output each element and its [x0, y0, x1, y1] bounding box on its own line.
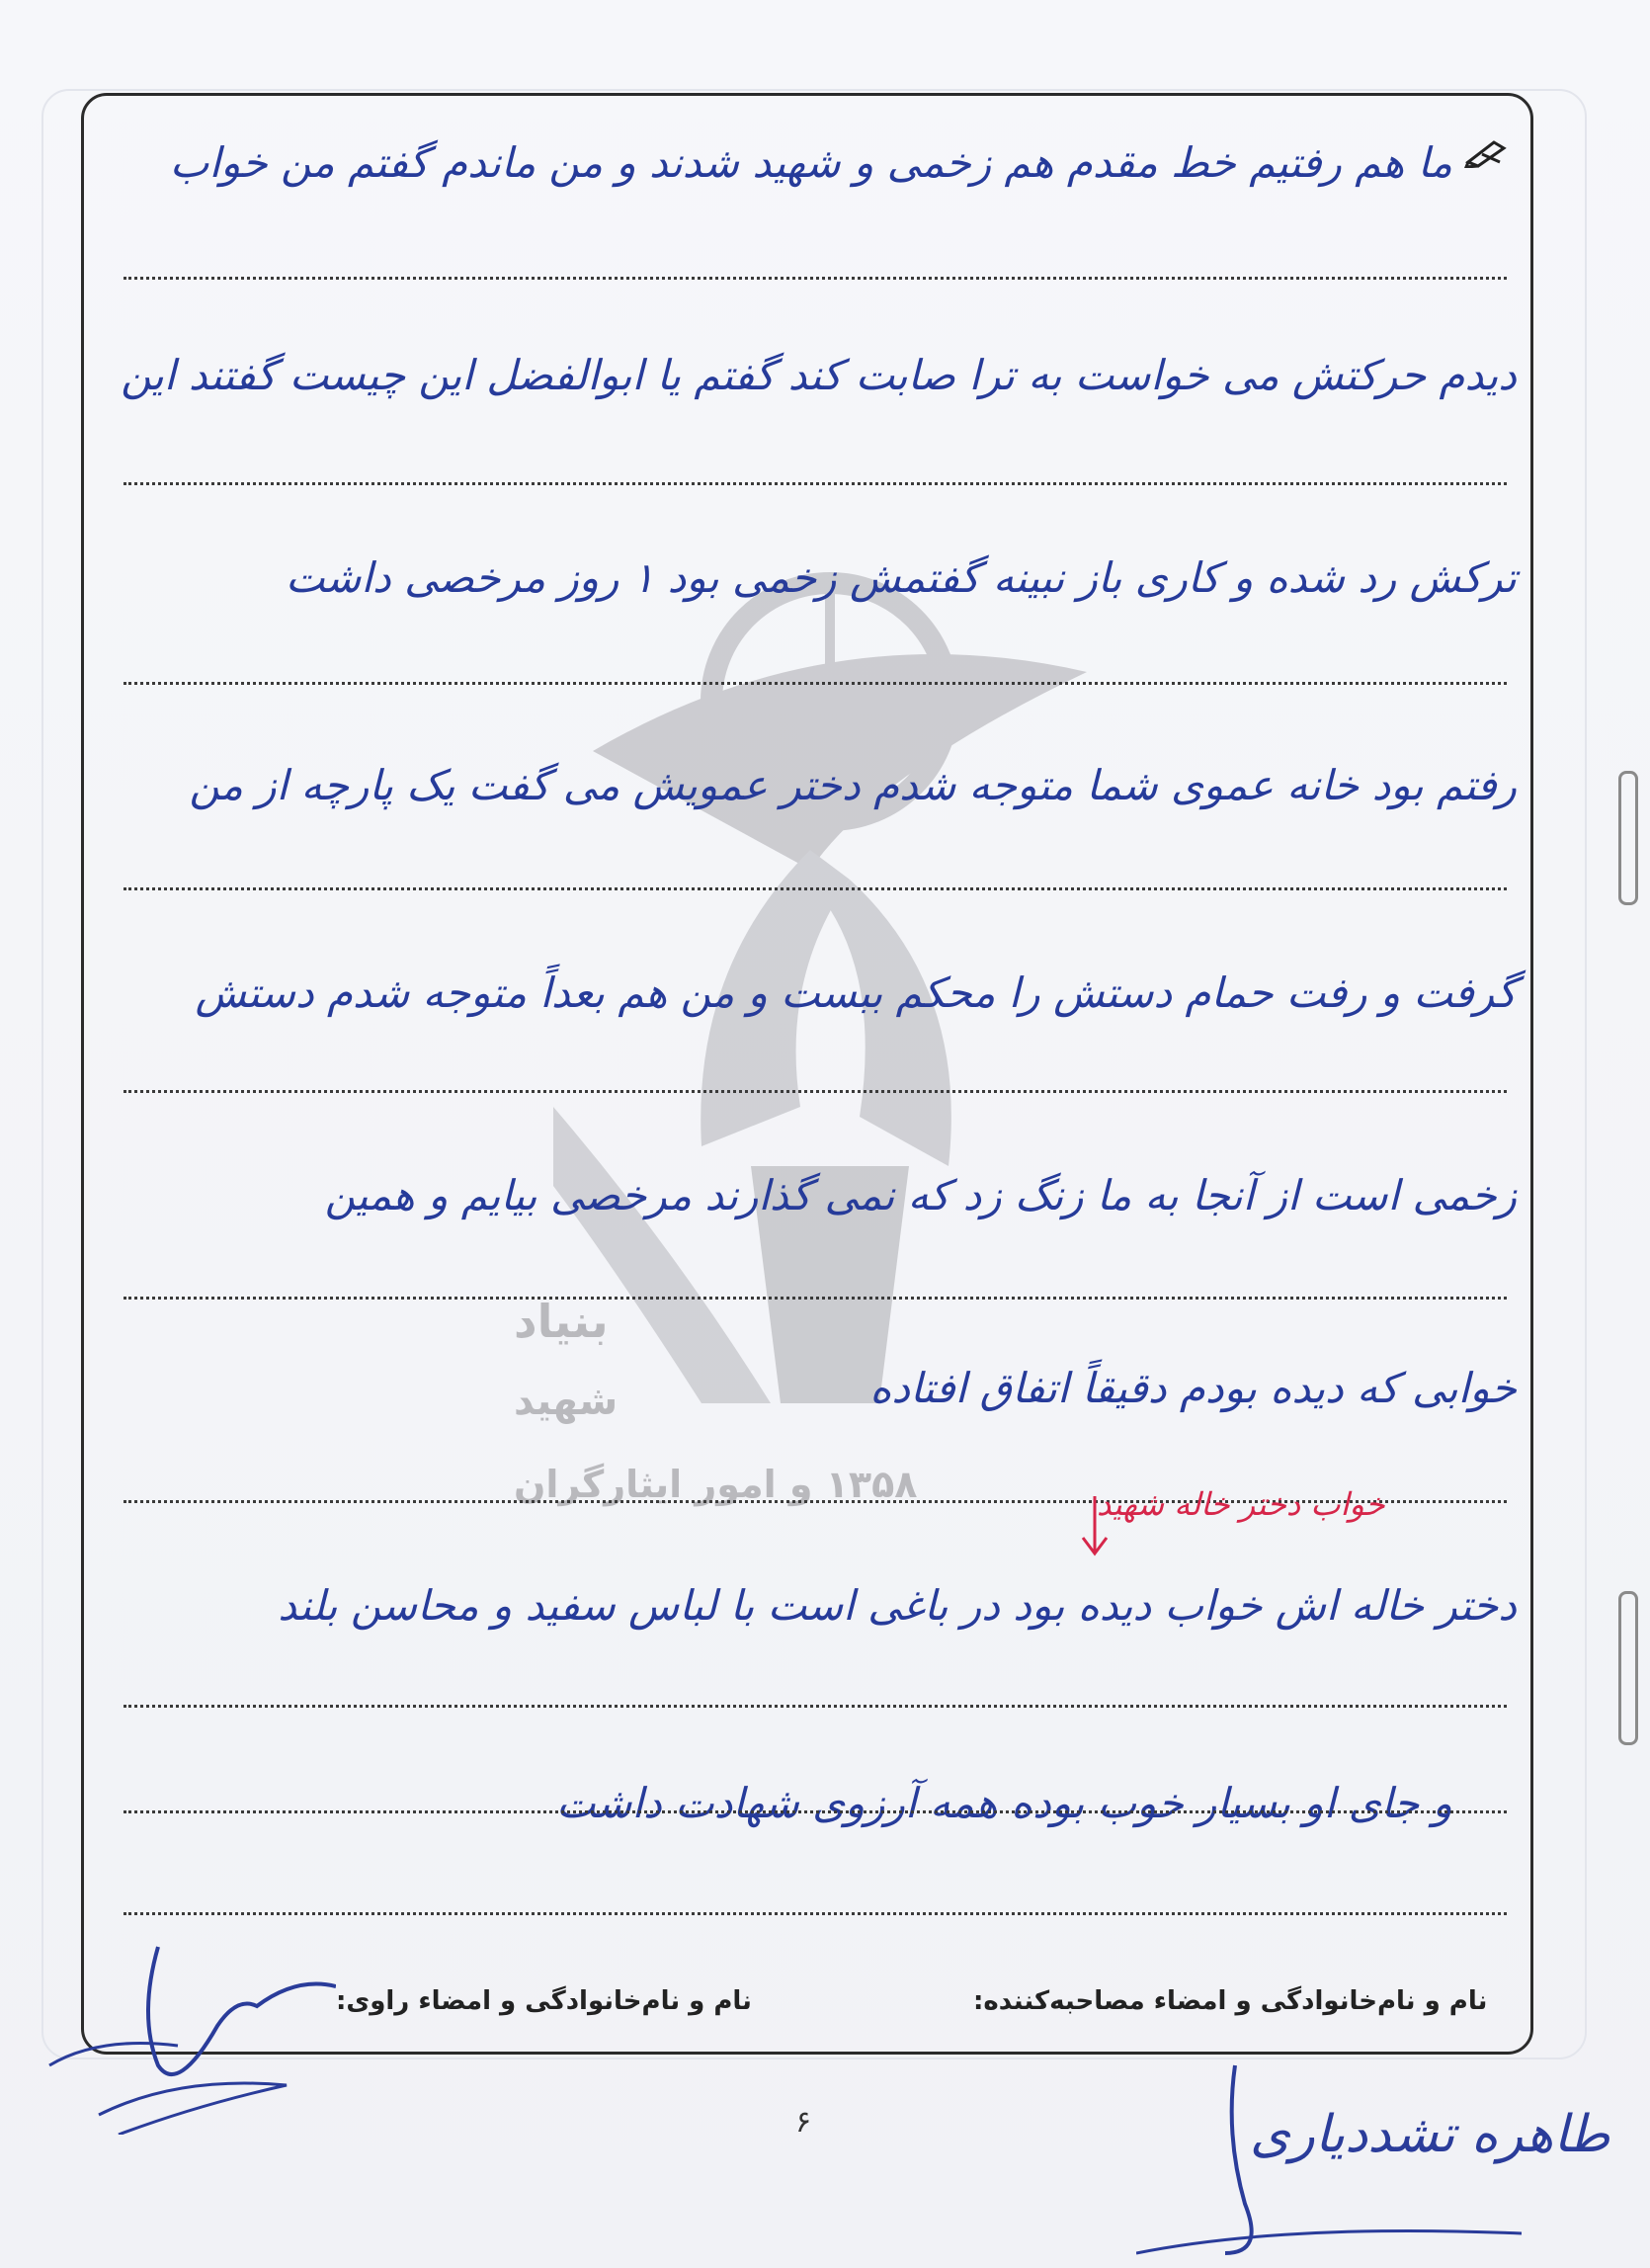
page-number: ۶	[795, 2105, 812, 2140]
dotted-rule	[124, 887, 1507, 890]
dotted-rule	[124, 482, 1507, 485]
binder-ring	[1618, 1591, 1638, 1745]
handwritten-line-7: خوابی که دیده بودم دقیقاً اتفاق افتاده	[869, 1364, 1517, 1412]
handwritten-line-6: زخمی است از آنجا به ما زنگ زد که نمی گذارند مرخصی بیایم و همین	[324, 1171, 1517, 1219]
dotted-rule	[124, 1090, 1507, 1093]
narrator-signature	[40, 1937, 336, 2135]
dotted-rule	[124, 1705, 1507, 1708]
annotation-arrow-icon	[1075, 1492, 1114, 1561]
watermark-org-line3: ۱۳۵۸ و امور ایثارگران	[514, 1463, 918, 1506]
handwritten-line-9: و جای او بسیار خوب بوده همه آرزوی شهادت داشت	[556, 1779, 1452, 1827]
handwritten-line-5: گرفت و رفت حمام دستش را محکم ببست و من هم بعداً متوجه شدم دستش	[195, 968, 1517, 1017]
handwritten-line-1: ما هم رفتیم خط مقدم هم زخمی و شهید شدند و من ماندم گفتم من خواب	[169, 138, 1452, 187]
watermark-org-line2: شهید	[514, 1379, 619, 1424]
dotted-rule	[124, 1912, 1507, 1915]
interviewer-signature-name: طاهره تشددیاری	[1250, 2105, 1610, 2164]
dotted-rule	[124, 1810, 1507, 1813]
dotted-rule	[124, 1297, 1507, 1300]
narrator-signature-label: نام و نام‌خانوادگی و امضاء راوی:	[336, 1986, 752, 2016]
handwritten-line-2: دیدم حرکتش می خواست به ترا صابت کند گفتم یا ابوالفضل این چیست گفتند این	[121, 351, 1517, 399]
interviewer-signature-label: نام و نام‌خانوادگی و امضاء مصاحبه‌کننده:	[973, 1986, 1488, 2016]
binder-ring	[1618, 771, 1638, 905]
interviewer-signature	[1136, 2056, 1531, 2263]
handwritten-line-8: دختر خاله اش خواب دیده بود در باغی است با لباس سفید و محاسن بلند	[278, 1581, 1517, 1630]
handwritten-line-3: ترکش رد شده و کاری باز نبینه گفتمش زخمی بود ۱ روز مرخصی داشت	[285, 553, 1517, 602]
red-annotation: خواب دختر خاله شهید	[1097, 1485, 1385, 1523]
watermark-org-line1: بنیاد	[514, 1295, 609, 1348]
handwritten-line-4: رفتم بود خانه عموی شما متوجه شدم دختر عمویش می گفت یک پارچه از من	[189, 761, 1517, 809]
dotted-rule	[124, 277, 1507, 280]
pen-icon	[1464, 138, 1508, 168]
dotted-rule	[124, 682, 1507, 685]
